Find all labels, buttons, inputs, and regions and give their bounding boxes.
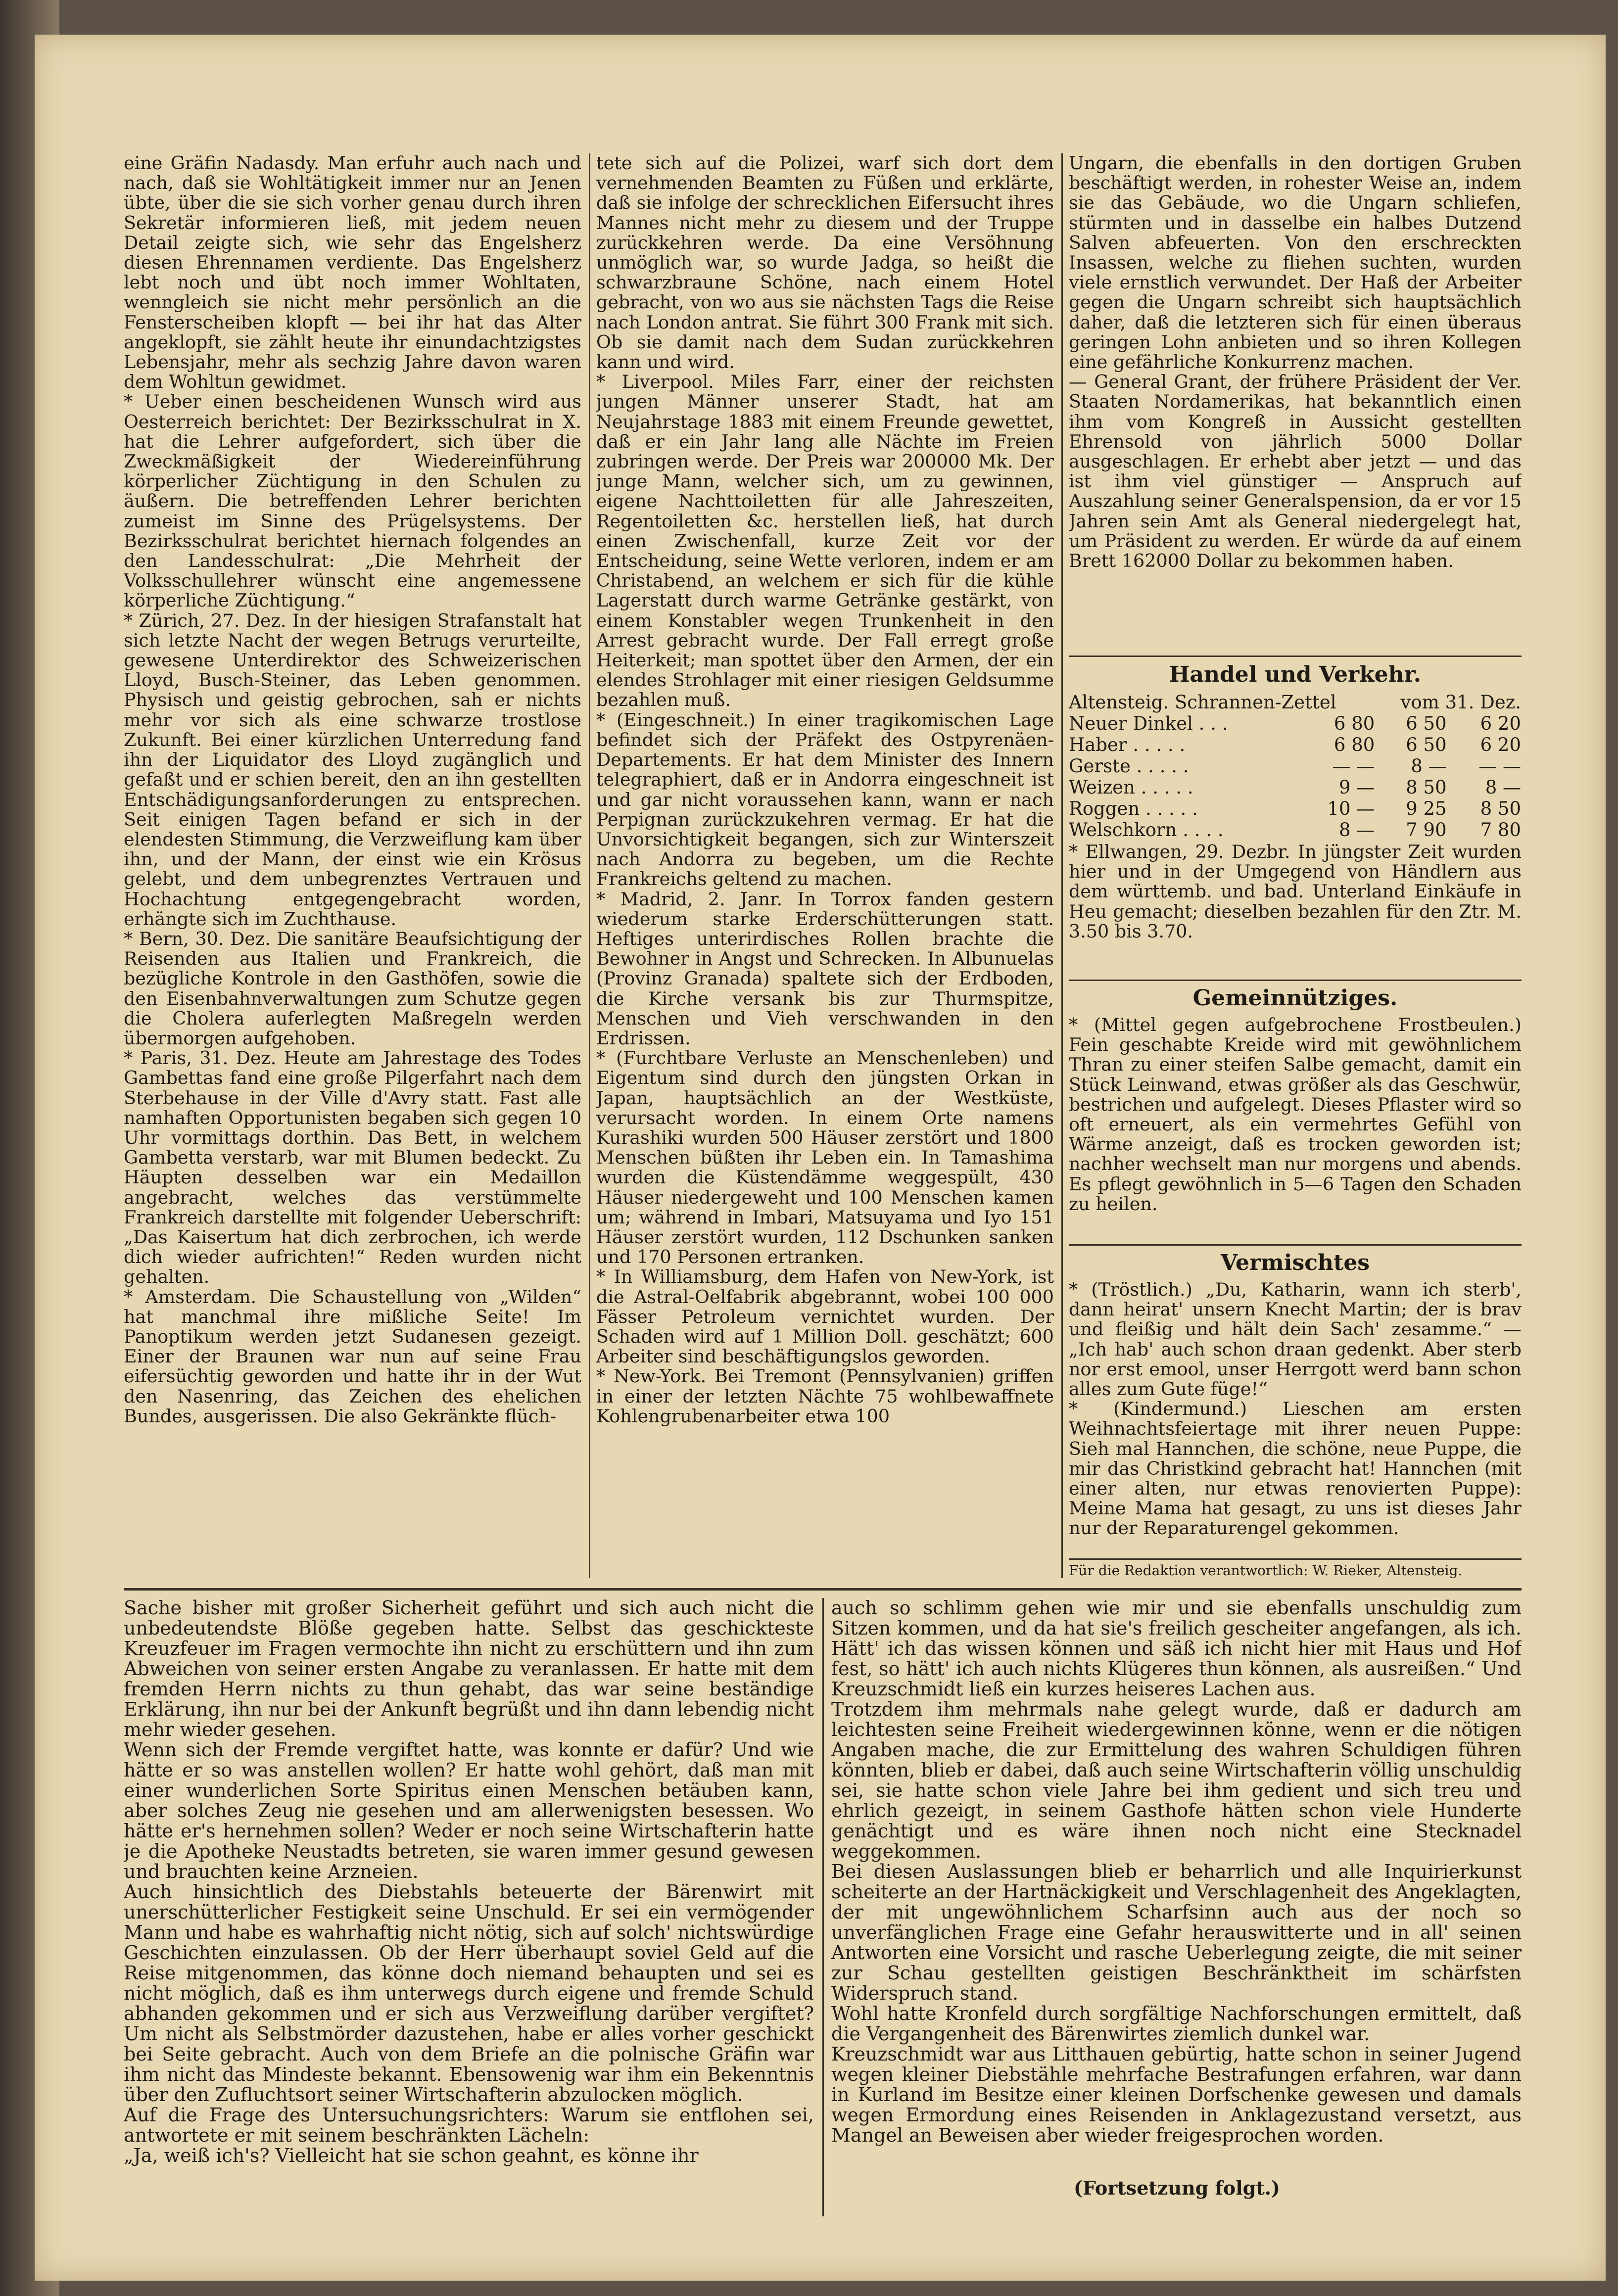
market-row (1065, 819, 1525, 841)
market-cell: 8 50 (1480, 798, 1521, 819)
column-divider (589, 153, 590, 1578)
handel-heading: Handel und Verkehr. (1169, 662, 1422, 687)
market-cell: 9 — (1338, 777, 1375, 798)
market-table (1065, 692, 1525, 841)
market-cell: Neuer Dinkel . . . (1069, 713, 1228, 734)
market-cell: — — (1478, 755, 1521, 777)
column-1: eine Gräfin Nadasdy. Man erfuhr auch nach und nach, daß sie Wohltätigkeit immer nur an Jenen übte, über die sie sich vorher genau durch ihren Sekretär informieren ließ, mit jedem neuen Detail zeigte sich, wie sehr das Engelsherz diesen Ehrennamen verdiente. Das Engelsherz lebt noch und übt noch immer Wohltaten, wenngleich sie nicht mehr persönlich an die Fensterscheiben klopft — bei ihr hat das Alter angeklopft, sie zählt heute ihr einundachtzigstes Lebensjahr, mehr als sechzig Jahre davon waren dem Wohltun gewidmet. * Ueber einen bescheidenen Wunsch wird aus Oesterreich berichtet: Der Bezirksschulrat in X. hat die Lehrer aufgefordert, sich über die Zweckmäßigkeit der Wiedereinführung körperlicher Züchtigung in den Schulen zu äußern. Die betreffenden Lehrer berichten zumeist im Sinne des Prügelsystems. Der Bezirksschulrat berichtet hiernach folgendes an den Landesschulrat: „Die Mehrheit der Volksschullehrer wünscht eine angemessene körperliche Züchtigung.“ * Zürich, 27. Dez. In der hiesigen Strafanstalt hat sich letzte Nacht der wegen Betrugs verurteilte, gewesene Unterdirektor des Schweizerischen Lloyd, Busch-Steiner, das Leben genommen. Physisch und geistig gebrochen, sah er nichts mehr vor sich als eine schwarze trostlose Zukunft. Bei einer kürzlichen Unterredung fand ihn der Liquidator des Lloyd zugänglich und gefaßt und er schien bereit, den an ihn gestellten Entschädigungsanforderungen zu entsprechen. Seit einigen Tagen befand er sich in der elendesten Stimmung, die Verzweiflung kam über ihn, und der Mann, der einst wie ein Krösus gelebt, und dem unbegrenztes Vertrauen und Hochachtung entgegengebracht worden, erhängte sich im Zuchthause. * Bern, 30. Dez. Die sanitäre Beaufsichtigung der Reisenden aus Italien und Frankreich, die bezügliche Kontrole in den Gasthöfen, sowie die den Eisenbahnverwaltungen zum Schutze gegen die Cholera auferlegten Maßregeln werden übermorgen aufgehoben. * Paris, 31. Dez. Heute am Jahrestage des Todes Gambettas fand eine große Pilgerfahrt nach dem Sterbehause in der Ville d'Avry statt. Fast alle namhaften Opportunisten begaben sich gegen 10 Uhr vormittags dorthin. Das Bett, in welchem Gambetta verstarb, war mit Blumen bedeckt. Zu Häupten desselben war ein Medaillon angebracht, welches das verstümmelte Frankreich darstellte mit folgender Ueberschrift: „Das Kaisertum hat dich zerbrochen, ich werde dich wieder aufrichten!“ Reden wurden nicht gehalten. * Amsterdam. Die Schaustellung von „Wilden“ hat manchmal ihre mißliche Seite! Im Panoptikum werden jetzt Sudanesen gezeigt. Einer der Braunen war nun auf seine Frau eifersüchtig geworden und hatte ihr in der Wut den Nasenring, das Zeichen des ehelichen Bundes, ausgerissen. Die also Gekränkte flüch- (124, 153, 581, 1427)
market-cell: 6 20 (1480, 713, 1521, 734)
market-row (1065, 755, 1525, 777)
handel-text: * Ellwangen, 29. Dezbr. In jüngster Zeit wurden hier und in der Umgegend von Händlern aus dem württemb. und bad. Unterland Einkäufe in Heu gemacht; dieselben bezahlen für den Ztr. M. 3.50 bis 3.70. (1069, 842, 1522, 942)
market-cell: Haber . . . . . (1069, 734, 1186, 755)
market-header-date: vom 31. Dez. (1400, 692, 1521, 713)
market-cell: 8 — (1338, 819, 1375, 841)
feuilleton-right: auch so schlimm gehen wie mir und sie ebenfalls unschuldig zum Sitzen kommen, und da hat sie's freilich gescheiter angefangen, als ich. Hätt' ich das wissen können und säß ich nicht hier mit Haus und Hof fest, so hätt' ich auch nichts Klügeres thun können, als ausreißen.“ Und Kreuzschmidt ließ ein kurzes heiseres Lachen aus. Trotzdem ihm mehrmals nahe gelegt wurde, daß er dadurch am leichtesten seine Freiheit wiedergewinnen könne, wenn er die nötigen Angaben mache, die zur Ermittelung des wahren Schuldigen führen könnten, blieb er dabei, daß auch seine Wirtschafterin völlig unschuldig sei, sie hatte schon viele Jahre bei ihm gedient und sich treu und ehrlich gezeigt, in seinem Gasthofe hätten schon viele Hunderte genächtigt und es wäre ihnen noch nicht eine Stecknadel weggekommen. Bei diesen Auslassungen blieb er beharrlich und alle Inquirierkunst scheiterte an der Hartnäckigkeit und Verschlagenheit des Angeklagten, der mit ungewöhnlichem Scharfsinn auch aus der noch so unverfänglichen Frage eine Gefahr herauswitterte und in all' seinen Antworten eine Vorsicht und rasche Ueberlegung zeigte, die mit seiner zur Schau gestellten geistigen Beschränktheit im schärfsten Widerspruch stand. Wohl hatte Kronfeld durch sorgfältige Nachforschungen ermittelt, daß die Vergangenheit des Bärenwirtes ziemlich dunkel war. Kreuzschmidt war aus Litthauen gebürtig, hatte schon in seiner Jugend wegen kleiner Diebstähle mehrfache Bestrafungen erfahren, war dann in Kurland im Besitze einer kleinen Dorfschenke gewesen und damals wegen Ermordung eines Reisenden in Anklagezustand versetzt, aus Mangel an Beweisen aber wieder freigesprochen worden. (831, 1598, 1522, 2146)
section-rule (1069, 1244, 1522, 1246)
market-cell: 6 80 (1333, 734, 1375, 755)
feuilleton-left: Sache bisher mit großer Sicherheit geführt und sich auch nicht die unbedeutendste Blöße gegeben hatte. Selbst das geschickteste Kreuzfeuer im Fragen vermochte ihn nicht zu erschüttern und ihn zum Abweichen von seiner ersten Angabe zu veranlassen. Er hatte mit dem fremden Herrn nichts zu thun gehabt, das war seine beständige Erklärung, ihn nur bei der Ankunft begrüßt und ihn dann lebendig nicht mehr wieder gesehen. Wenn sich der Fremde vergiftet hatte, was konnte er dafür? Und wie hätte er so was anstellen wollen? Er hatte wohl gehört, daß man mit einer wunderlichen Sorte Spiritus einen Menschen betäuben kann, aber solches Zeug nie gesehen und am allerwenigsten besessen. Wo hätte er's hernehmen sollen? Weder er noch seine Wirtschafterin hatte je die Apotheke Neustadts betreten, sie waren immer gesund gewesen und brauchten keine Arzneien. Auch hinsichtlich des Diebstahls beteuerte der Bärenwirt mit unerschütterlicher Festigkeit seine Unschuld. Er sei ein vermögender Mann und habe es wahrhaftig nicht nötig, sich auf solch' nichtswürdige Geschichten einzulassen. Ob der Herr überhaupt soviel Geld auf die Reise mitgenommen, das könne doch niemand behaupten und sei es nicht möglich, daß es ihm unterwegs durch eigene und fremde Schuld abhanden gekommen und er sich aus Verzweiflung darüber vergiftet? Um nicht als Selbstmörder dazustehen, habe er alles vorher geschickt bei Seite gebracht. Auch von dem Briefe an die polnische Gräfin war ihm nicht das Mindeste bekannt. Ebensowenig war ihm ein Bekenntnis über den Zufluchtsort seiner Wirtschafterin abzulocken möglich. Auf die Frage des Untersuchungsrichters: Warum sie entflohen sei, antwortete er mit seinem beschränkten Lächeln: „Ja, weiß ich's? Vielleicht hat sie schon geahnt, es könne ihr (124, 1598, 814, 2166)
market-row (1065, 777, 1525, 798)
market-row (1065, 734, 1525, 755)
market-row (1065, 713, 1525, 734)
market-cell: 8 — (1485, 777, 1521, 798)
editor-footnote: Für die Redaktion verantwortlich: W. Rieker, Altensteig. (1069, 1562, 1463, 1579)
market-cell: Weizen . . . . . (1069, 777, 1193, 798)
market-cell: 8 50 (1406, 777, 1447, 798)
gemein-heading: Gemeinnütziges. (1192, 985, 1398, 1011)
market-cell: 6 50 (1406, 713, 1447, 734)
market-header-row (1065, 692, 1525, 713)
market-row (1065, 798, 1525, 819)
column-divider (1061, 153, 1063, 1578)
market-cell: — — (1332, 755, 1375, 777)
market-cell: 6 50 (1406, 734, 1447, 755)
section-rule (1069, 1558, 1522, 1560)
column-2: tete sich auf die Polizei, warf sich dort dem vernehmenden Beamten zu Füßen und erklärte, daß sie infolge der schrecklichen Eifersucht ihres Mannes nicht mehr zu diesem und der Truppe zurückkehren werde. Da eine Versöhnung unmöglich war, so wurde Jadga, so heißt die schwarzbraune Schöne, nach einem Hotel gebracht, von wo aus sie nächsten Tags die Reise nach London antrat. Sie führt 300 Frank mit sich. Ob sie damit nach dem Sudan zurückkehren kann und wird. * Liverpool. Miles Farr, einer der reichsten jungen Männer unserer Stadt, hat am Neujahrstage 1883 mit einem Freunde gewettet, daß er ein Jahr lang alle Nächte im Freien zubringen werde. Der Preis war 200000 Mk. Der junge Mann, welcher sich, um zu gewinnen, eigene Nachttoiletten für alle Jahreszeiten, Regentoiletten &c. herstellen ließ, hat durch einen Zwischenfall, kurze Zeit vor der Entscheidung, seine Wette verloren, indem er am Christabend, an welchem er sich für die kühle Lagerstatt durch warme Getränke gestärkt, von einem Konstabler wegen Trunkenheit in den Arrest gebracht wurde. Der Fall erregt große Heiterkeit; man spottet über den Armen, der ein elendes Strohlager mit einer riesigen Geldsumme bezahlen muß. * (Eingeschneit.) In einer tragikomischen Lage befindet sich der Präfekt des Ostpyrenäen-Departements. Er hat dem Minister des Innern telegraphiert, daß er in Andorra eingeschneit ist und gar nicht voraussehen kann, wann er nach Perpignan zurückzukehren vermag. Er hat die Unvorsichtigkeit begangen, sich zur Winterszeit nach Andorra zu begeben, um die Rechte Frankreichs geltend zu machen. * Madrid, 2. Janr. In Torrox fanden gestern wiederum starke Erderschütterungen statt. Heftiges unterirdisches Rollen brachte die Bewohner in Angst und Schrecken. In Albunuelas (Provinz Granada) spaltete sich der Erdboden, die Kirche versank bis zur Thurmspitze, Menschen und Vieh verschwanden in den Erdrissen. * (Furchtbare Verluste an Menschenleben) und Eigentum sind durch den jüngsten Orkan in Japan, hauptsächlich an der Westküste, verursacht worden. In einem Orte namens Kurashiki wurden 500 Häuser zerstört und 1800 Menschen büßten ihr Leben ein. In Tamashima wurden die Küstendämme weggespült, 430 Häuser niedergeweht und 100 Menschen kamen um; während in Imbari, Matsuyama und Iyo 151 Häuser zerstört wurden, 112 Dschunken sanken und 170 Personen ertranken. * In Williamsburg, dem Hafen von New-York, ist die Astral-Oelfabrik abgebrannt, wobei 100 000 Fässer Petroleum vernichtet wurden. Der Schaden wird auf 1 Million Doll. geschätzt; 600 Arbeiter sind beschäftigungslos geworden. * New-York. Bei Tremont (Pennsylvanien) griffen in einer der letzten Nächte 75 wohlbewaffnete Kohlengrubenarbeiter etwa 100 (596, 153, 1054, 1427)
column-divider (822, 1598, 824, 2216)
market-cell: Roggen . . . . . (1069, 798, 1198, 819)
continuation-note: (Fortsetzung folgt.) (1074, 2177, 1281, 2199)
vermischtes-heading: Vermischtes (1220, 1250, 1370, 1275)
column-3: Ungarn, die ebenfalls in den dortigen Gruben beschäftigt werden, in rohester Weise an, indem sie das Gebäude, wo die Ungarn schliefen, stürmten und in dasselbe ein halbes Dutzend Salven abfeuerten. Von den erschreckten Insassen, welche zu fliehen suchten, wurden viele ernstlich verwundet. Der Haß der Arbeiter gegen die Ungarn schreibt sich hauptsächlich daher, daß die letzteren sich für einen überaus geringen Lohn anbieten und so ihren Kollegen eine gefährliche Konkurrenz machen. — General Grant, der frühere Präsident der Ver. Staaten Nordamerikas, hat bekanntlich einen ihm vom Kongreß in Aussicht gestellten Ehrensold von jährlich 5000 Dollar ausgeschlagen. Er erhebt aber jetzt — und das ist ihm viel günstiger — Anspruch auf Auszahlung seiner Generalspension, da er vor 15 Jahren sein Amt als General niedergelegt hat, um Präsident zu werden. Er würde da auf einem Brett 162000 Dollar zu bekommen haben. (1069, 153, 1522, 572)
gemein-text: * (Mittel gegen aufgebrochene Frostbeulen.) Fein geschabte Kreide wird mit gewöhnlichem Thran zu einer steifen Salbe gemacht, damit ein Stück Leinwand, etwas größer als das Geschwür, bestrichen und aufgelegt. Dieses Pflaster wird so oft erneuert, als ein vermehrtes Gefühl von Wärme anzeigt, daß es trocken geworden ist; nachher wechselt man nur morgens und abends. Es pflegt gewöhnlich in 5—6 Tagen den Schaden zu heilen. (1069, 1015, 1522, 1215)
market-header-title: Altensteig. Schrannen-Zettel (1069, 692, 1336, 713)
market-cell: 7 90 (1406, 819, 1447, 841)
market-cell: 7 80 (1480, 819, 1521, 841)
section-rule (1069, 980, 1522, 981)
feuilleton-rule (124, 1588, 1522, 1591)
newspaper-page (35, 35, 1606, 2281)
market-cell: Gerste . . . . . (1069, 755, 1189, 777)
market-cell: 6 20 (1480, 734, 1521, 755)
section-rule (1069, 656, 1522, 657)
market-cell: Welschkorn . . . . (1069, 819, 1224, 841)
market-cell: 6 80 (1333, 713, 1375, 734)
market-cell: 8 — (1411, 755, 1447, 777)
vermischtes-text: * (Tröstlich.) „Du, Katharin, wann ich sterb', dann heirat' unsern Knecht Martin; der is brav und fleißig und hält dein Sach' zesamme.“ — „Ich hab' auch schon draan gedenkt. Aber sterb nor erst emool, unser Herrgott werd bann schon alles zum Gute füge!“ * (Kindermund.) Lieschen am ersten Weihnachtsfeiertage mit ihrer neuen Puppe: Sieh mal Hannchen, die schöne, neue Puppe, die mir das Christkind gebracht hat! Hannchen (mit einer alten, nur etwas renovierten Puppe): Meine Mama hat gesagt, zu uns ist dieses Jahr nur der Reparaturengel gekommen. (1069, 1280, 1522, 1539)
market-cell: 10 — (1327, 798, 1375, 819)
market-cell: 9 25 (1406, 798, 1447, 819)
